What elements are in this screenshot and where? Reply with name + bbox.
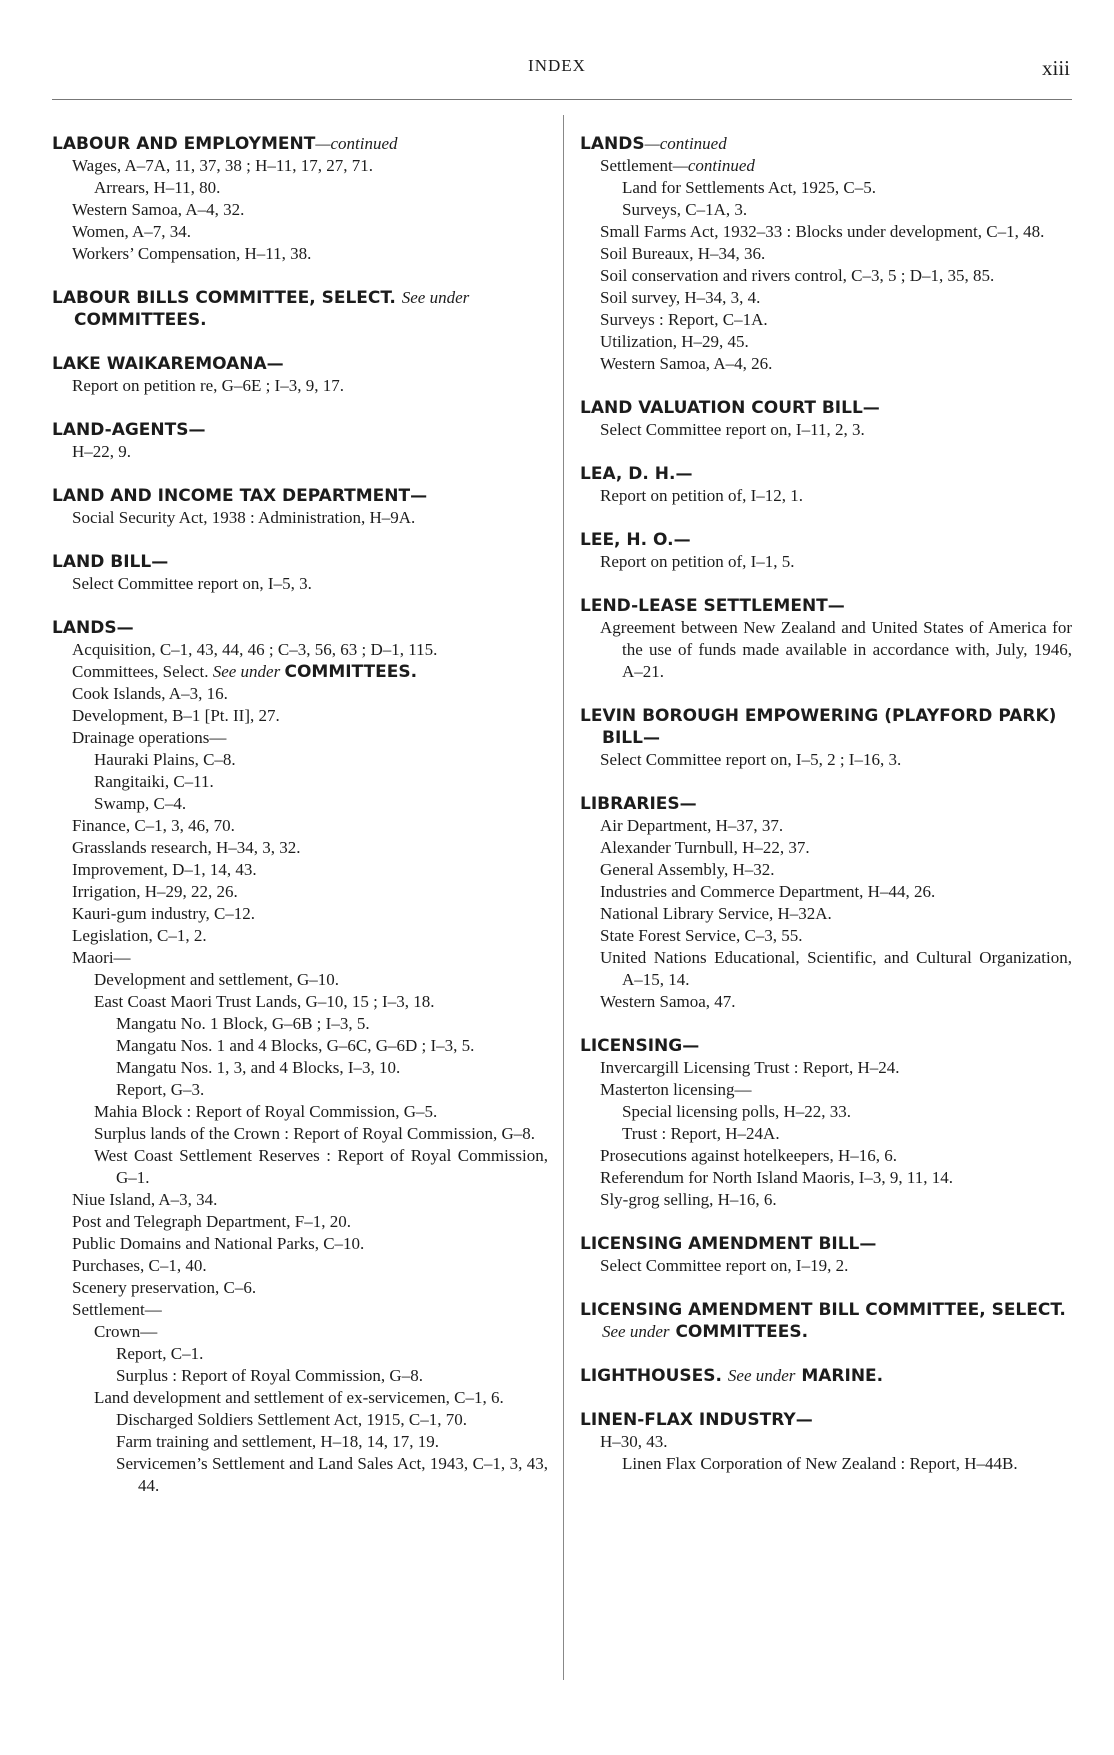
subentry: Finance, C–1, 3, 46, 70. xyxy=(72,816,235,835)
subentry: Report, C–1. xyxy=(116,1344,204,1363)
entry-heading: LINEN-FLAX INDUSTRY— xyxy=(580,1410,813,1430)
subentry: H–22, 9. xyxy=(72,442,132,461)
subentry: Rangitaiki, C–11. xyxy=(94,772,214,791)
subentry: Surveys : Report, C–1A. xyxy=(600,310,768,329)
subentry: Improvement, D–1, 14, 43. xyxy=(72,860,257,879)
subentry: Utilization, H–29, 45. xyxy=(600,332,749,351)
entry-heading: LEVIN BOROUGH EMPOWERING (PLAYFORD PARK) BILL— xyxy=(580,706,1057,748)
header-rule xyxy=(52,99,1072,100)
subentry: Surveys, C–1A, 3. xyxy=(622,200,748,219)
subentry: Development and settlement, G–10. xyxy=(94,970,340,989)
entry-heading: LICENSING AMENDMENT BILL COMMITTEE, SELECT. See under COMMITTEES. xyxy=(580,1300,1066,1342)
subentry: Soil conservation and rivers control, C–3, 5 ; D–1, 35, 85. xyxy=(600,266,995,285)
subentry: Arrears, H–11, 80. xyxy=(94,178,221,197)
subentry: Grasslands research, H–34, 3, 32. xyxy=(72,838,301,857)
entry-heading: LAKE WAIKAREMOANA— xyxy=(52,354,284,374)
subentry: Agreement between New Zealand and United States of America for the use of funds made available in accordance with, July, 1946, A–21. xyxy=(600,618,1072,681)
subentry: General Assembly, H–32. xyxy=(600,860,775,879)
subentry: Mangatu Nos. 1 and 4 Blocks, G–6C, G–6D ; I–3, 5. xyxy=(116,1036,475,1055)
subentry: Mangatu No. 1 Block, G–6B ; I–3, 5. xyxy=(116,1014,370,1033)
entry-heading: LIBRARIES— xyxy=(580,794,697,814)
subentry: Discharged Soldiers Settlement Act, 1915, C–1, 70. xyxy=(116,1410,467,1429)
index-entry xyxy=(580,1035,1072,1211)
entry-heading: LAND VALUATION COURT BILL— xyxy=(580,398,880,418)
subentry: Committees, Select. See under COMMITTEES. xyxy=(72,662,418,682)
right-column xyxy=(580,133,1072,1497)
index-entry xyxy=(52,133,548,265)
column-divider xyxy=(563,115,564,1680)
subentry: Small Farms Act, 1932–33 : Blocks under development, C–1, 48. xyxy=(600,222,1045,241)
index-entry xyxy=(52,419,548,463)
subentry: Sly-grog selling, H–16, 6. xyxy=(600,1190,777,1209)
index-entry xyxy=(52,485,548,529)
subentry: East Coast Maori Trust Lands, G–10, 15 ; I–3, 18. xyxy=(94,992,435,1011)
subentry: Western Samoa, A–4, 32. xyxy=(72,200,245,219)
subentry: Masterton licensing— xyxy=(600,1080,752,1099)
subentry: Women, A–7, 34. xyxy=(72,222,192,241)
subentry: Surplus : Report of Royal Commission, G–8. xyxy=(116,1366,423,1385)
subentry: Report, G–3. xyxy=(116,1080,205,1099)
subentry: Servicemen’s Settlement and Land Sales Act, 1943, C–1, 3, 43, 44. xyxy=(116,1454,548,1495)
subentry: Purchases, C–1, 40. xyxy=(72,1256,207,1275)
entry-heading: LAND-AGENTS— xyxy=(52,420,206,440)
index-entry xyxy=(52,551,548,595)
subentry: Select Committee report on, I–5, 3. xyxy=(72,574,312,593)
entry-heading: LABOUR BILLS COMMITTEE, SELECT. See under COMMITTEES. xyxy=(52,288,470,330)
subentry: Report on petition of, I–12, 1. xyxy=(600,486,804,505)
entry-heading: LICENSING— xyxy=(580,1036,700,1056)
subentry: Western Samoa, A–4, 26. xyxy=(600,354,773,373)
subentry: United Nations Educational, Scientific, and Cultural Organization, A–15, 14. xyxy=(600,948,1072,989)
subentry: Acquisition, C–1, 43, 44, 46 ; C–3, 56, 63 ; D–1, 115. xyxy=(72,640,438,659)
index-entry xyxy=(580,1233,1072,1277)
subentry: Land for Settlements Act, 1925, C–5. xyxy=(622,178,877,197)
subentry: Report on petition re, G–6E ; I–3, 9, 17. xyxy=(72,376,344,395)
subentry: Kauri-gum industry, C–12. xyxy=(72,904,256,923)
subentry: Public Domains and National Parks, C–10. xyxy=(72,1234,365,1253)
subentry: Surplus lands of the Crown : Report of Royal Commission, G–8. xyxy=(94,1124,536,1143)
subentry: Referendum for North Island Maoris, I–3, 9, 11, 14. xyxy=(600,1168,953,1187)
running-title: INDEX xyxy=(528,56,586,75)
subentry: Settlement— xyxy=(72,1300,162,1319)
index-entry xyxy=(52,353,548,397)
subentry: Irrigation, H–29, 22, 26. xyxy=(72,882,238,901)
subentry: Mangatu Nos. 1, 3, and 4 Blocks, I–3, 10. xyxy=(116,1058,401,1077)
subentry: Linen Flax Corporation of New Zealand : Report, H–44B. xyxy=(622,1454,1018,1473)
entry-heading: LAND AND INCOME TAX DEPARTMENT— xyxy=(52,486,428,506)
index-entry xyxy=(580,133,1072,375)
index-entry xyxy=(580,529,1072,573)
subentry: Social Security Act, 1938 : Administration, H–9A. xyxy=(72,508,416,527)
index-entry xyxy=(580,793,1072,1013)
subentry: Swamp, C–4. xyxy=(94,794,187,813)
subentry: Post and Telegraph Department, F–1, 20. xyxy=(72,1212,351,1231)
subentry: West Coast Settlement Reserves : Report of Royal Commission, G–1. xyxy=(94,1146,548,1187)
index-entry xyxy=(580,1409,1072,1475)
subentry: Select Committee report on, I–5, 2 ; I–16, 3. xyxy=(600,750,902,769)
subentry: Settlement—continued xyxy=(600,156,755,175)
index-entry xyxy=(580,595,1072,683)
subentry: Soil survey, H–34, 3, 4. xyxy=(600,288,761,307)
index-entry xyxy=(580,705,1072,771)
subentry: Wages, A–7A, 11, 37, 38 ; H–11, 17, 27, 71. xyxy=(72,156,373,175)
subentry: H–30, 43. xyxy=(600,1432,668,1451)
subentry: Select Committee report on, I–11, 2, 3. xyxy=(600,420,865,439)
subentry: Air Department, H–37, 37. xyxy=(600,816,784,835)
subentry: Cook Islands, A–3, 16. xyxy=(72,684,228,703)
subentry: Western Samoa, 47. xyxy=(600,992,736,1011)
index-entry xyxy=(52,287,548,331)
subentry: Scenery preservation, C–6. xyxy=(72,1278,257,1297)
entry-heading: LABOUR AND EMPLOYMENT—continued xyxy=(52,134,398,154)
subentry: National Library Service, H–32A. xyxy=(600,904,832,923)
subentry: Workers’ Compensation, H–11, 38. xyxy=(72,244,312,263)
entry-heading: LEA, D. H.— xyxy=(580,464,693,484)
entry-heading: LAND BILL— xyxy=(52,552,169,572)
entry-heading: LEE, H. O.— xyxy=(580,530,691,550)
entry-heading: LEND-LEASE SETTLEMENT— xyxy=(580,596,845,616)
subentry: Prosecutions against hotelkeepers, H–16, 6. xyxy=(600,1146,897,1165)
subentry: Industries and Commerce Department, H–44, 26. xyxy=(600,882,936,901)
subentry: Invercargill Licensing Trust : Report, H–24. xyxy=(600,1058,900,1077)
subentry: Farm training and settlement, H–18, 14, 17, 19. xyxy=(116,1432,439,1451)
subentry: State Forest Service, C–3, 55. xyxy=(600,926,803,945)
subentry: Report on petition of, I–1, 5. xyxy=(600,552,795,571)
index-entry xyxy=(580,1365,1072,1387)
subentry: Land development and settlement of ex-servicemen, C–1, 6. xyxy=(94,1388,504,1407)
subentry: Legislation, C–1, 2. xyxy=(72,926,207,945)
left-column xyxy=(52,133,548,1519)
entry-heading: LIGHTHOUSES. See under MARINE. xyxy=(580,1366,884,1386)
subentry: Special licensing polls, H–22, 33. xyxy=(622,1102,852,1121)
entry-heading: LANDS—continued xyxy=(580,134,727,154)
subentry: Select Committee report on, I–19, 2. xyxy=(600,1256,849,1275)
subentry: Soil Bureaux, H–34, 36. xyxy=(600,244,766,263)
subentry: Mahia Block : Report of Royal Commission, G–5. xyxy=(94,1102,438,1121)
subentry: Development, B–1 [Pt. II], 27. xyxy=(72,706,280,725)
entry-heading: LICENSING AMENDMENT BILL— xyxy=(580,1234,877,1254)
entry-heading: LANDS— xyxy=(52,618,134,638)
subentry: Hauraki Plains, C–8. xyxy=(94,750,236,769)
subentry: Niue Island, A–3, 34. xyxy=(72,1190,218,1209)
index-entry xyxy=(580,1299,1072,1343)
page-number: xiii xyxy=(1041,56,1070,80)
subentry: Drainage operations— xyxy=(72,728,227,747)
index-entry xyxy=(580,397,1072,441)
index-entry xyxy=(580,463,1072,507)
subentry: Alexander Turnbull, H–22, 37. xyxy=(600,838,810,857)
index-entry xyxy=(52,617,548,1497)
subentry: Maori— xyxy=(72,948,131,967)
subentry: Trust : Report, H–24A. xyxy=(622,1124,780,1143)
subentry: Crown— xyxy=(94,1322,158,1341)
